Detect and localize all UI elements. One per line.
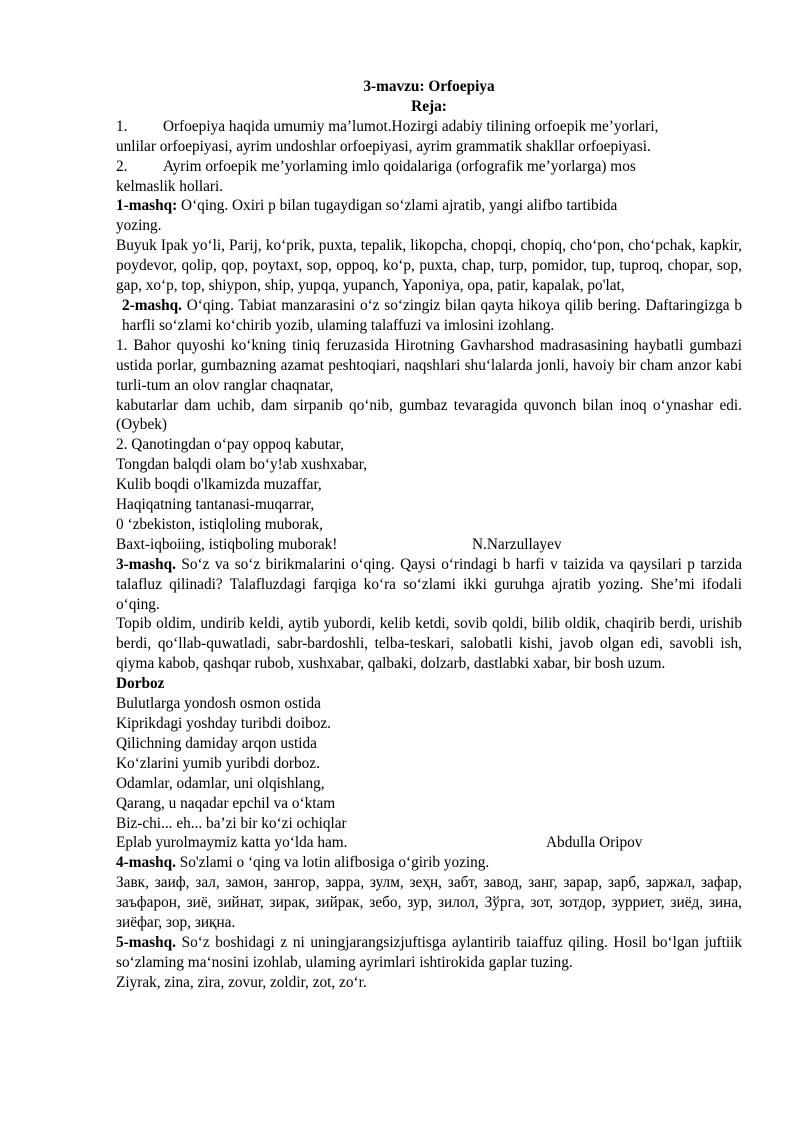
poem-title (116, 674, 742, 694)
poem-line: Kiprikdagi yoshday turibdi doiboz. (116, 715, 331, 732)
plan-item-continuation: kelmaslik hollari. (116, 177, 224, 195)
plan-item-number: 1. (116, 117, 128, 135)
exercise-5-task (116, 933, 742, 973)
exercise-4-heading: 4-mashq. (116, 854, 176, 872)
exercise-4-words: Завк, заиф, зал, замон, зангор, зарра, зулм, зеҳн, забт, завод, занг, зарар, зарб, заржал, зафар, заъфарон, зиё, зийнат, зирак, зийрак, зебо, зур, зилол, Зўрга, зот, зотдор, зурриет, зиёд, зина, зиёфаг, зор, зиқна. (116, 874, 742, 932)
poem-line: Bulutlarga yondosh osmon ostida (116, 695, 321, 713)
exercise-3-instruction: So‘z va so‘z birikmalarini o‘qing. Qaysi o‘rindagi b harfi v taizida va qaysilari p tarzida talafluz qilinadi? Talafluzdagi farqiga ko‘ra so‘zlami ikki guruhga ajratib yozing. She’mi ifodali o‘qing. (116, 555, 742, 613)
exercise-3-task (116, 555, 742, 615)
poem-last-line (116, 833, 742, 853)
document-page (116, 77, 742, 993)
exercise-2-task (116, 296, 742, 336)
poem-title-text: Dorboz (116, 675, 165, 693)
exercise-1-words: Buyuk Ipak yo‘li, Parij, ko‘prik, puxta, tepalik, likopcha, chopqi, chopiq, cho‘pon, cho‘pchak, kapkir, poydevor, qolip, qop, poytaxt, sop, oppoq, ko‘p, puxta, chap, turp, pomidor, tup, tuproq, chopar, sop, gap, xo‘p, top, shiypon, ship, yupqa, yupanch, Yaponiya, opa, patir, kapalak, po'lat, (116, 237, 742, 295)
exercise-5-heading: 5-mashq. (116, 933, 176, 951)
exercise-1-heading: 1-mashq: (116, 197, 178, 215)
exercise-3-heading: 3-mashq. (116, 555, 176, 573)
plan-item-number: 2. (116, 157, 128, 175)
exercise-2-heading: 2-mashq. (122, 296, 182, 314)
poem-line: Baxt-iqboiing, istiqboling muborak! (116, 535, 338, 553)
exercise-1-task (116, 196, 742, 216)
poem-line: Tongdan balqdi olam bo‘y!ab xushxabar, (116, 456, 368, 474)
plan-item-continuation: unlilar orfoepiyasi, ayrim undoshlar orfoepiyasi, ayrim grammatik shakllar orfoepiyasi. (116, 137, 651, 155)
exercise-5-words: Ziyrak, zina, zira, zovur, zoldir, zot, zo‘r. (116, 973, 367, 991)
exercise-2-instruction: O‘qing. Tabiat manzarasini o‘z so‘zingiz bilan qayta hikoya qilib bering. Daftaringizga b harfli so‘zlami ko‘chirib yozib, ulaming talaffuzi va imlosini izohlang. (122, 296, 742, 334)
exercise-1-instruction-cont: yozing. (116, 217, 162, 235)
poem-line: Qarang, u naqadar epchil va o‘ktam (116, 794, 336, 812)
plan-heading: Reja: (411, 97, 447, 115)
exercise-5-instruction: So‘z boshidagi z ni uningjarangsizjuftisga aylantirib taiaffuz qiling. Hosil bo‘lgan juftiik so‘zlaming ma‘nosini izohlab, ulaming ayrimlari ishtirokida gaplar tuzing. (116, 933, 742, 971)
plan-item-1 (116, 117, 742, 137)
poem-author: Abdulla Oripov (546, 834, 643, 852)
plan-item-2 (116, 157, 742, 177)
exercise-4-instruction: So'zlami o ‘qing va lotin alifbosiga o‘girib yozing. (175, 854, 490, 872)
poem-author: N.Narzullayev (472, 535, 562, 553)
exercise-3-words: Topib oldim, undirib keldi, aytib yubordi, kelib ketdi, sovib qoldi, bilib oldik, chaqirib berdi, urishib berdi, qo‘llab-quwatladi, sabr-bardoshli, telba-teskari, salobatli kishi, javob olgan edi, savobli ish, qiyma kabob, qashqar rubob, xushxabar, qalbaki, dolzarb, dastlabki xabar, bir bosh uzum. (116, 615, 742, 673)
exercise-2-paragraph-1: 1. Bahor quyoshi ko‘kning tiniq feruzasida Hirotning Gavharshod madrasasining haybatli gumbazi ustida porlar, gumbazning azamat peshtoqiari, naqshlari shu‘lalarda jonli, havoiy bir cham anzor kabi turli-tum an olov ranglar chaqnatar, (116, 336, 742, 394)
poem-line: 0 ‘zbekiston, istiqloling muborak, (116, 515, 323, 533)
exercise-1-instruction: O‘qing. Oxiri p bilan tugaydigan so‘zlami ajratib, yangi alifbo tartibida (177, 197, 618, 215)
poem-line: 2. Qanotingdan o‘pay oppoq kabutar, (116, 436, 344, 454)
poem-line: Eplab yurolmaymiz katta yo‘lda ham. (116, 834, 348, 852)
poem-line: Odamlar, odamlar, uni olqishlang, (116, 774, 325, 792)
poem-line: Kulib boqdi o'lkamizda muzaffar, (116, 476, 322, 494)
plan-item-text: Orfoepiya haqida umumiy ma’lumot.Hozirgi adabiy tilining orfoepik me’yorlari, (163, 117, 659, 135)
poem-last-line (116, 535, 742, 555)
poem-line: Qilichning damiday arqon ustida (116, 734, 317, 752)
poem-line: Biz-chi... eh... ba’zi bir ko‘zi ochiqlar (116, 814, 347, 832)
poem-line: Haqiqatning tantanasi-muqarrar, (116, 496, 315, 514)
poem-line: Ko‘zlarini yumib yuribdi dorboz. (116, 754, 320, 772)
document-title: 3-mavzu: Orfoepiya (363, 78, 495, 95)
exercise-4-task (116, 853, 742, 873)
exercise-2-paragraph-2: kabutarlar dam uchib, dam sirpanib qo‘nib, gumbaz tevaragida quvonch bilan inoq o‘ynashar edi.(Oybek) (116, 396, 742, 434)
plan-item-text: Ayrim orfoepik me’yorlaming imlo qoidalariga (orfografik me’yorlarga) mos (163, 157, 636, 175)
